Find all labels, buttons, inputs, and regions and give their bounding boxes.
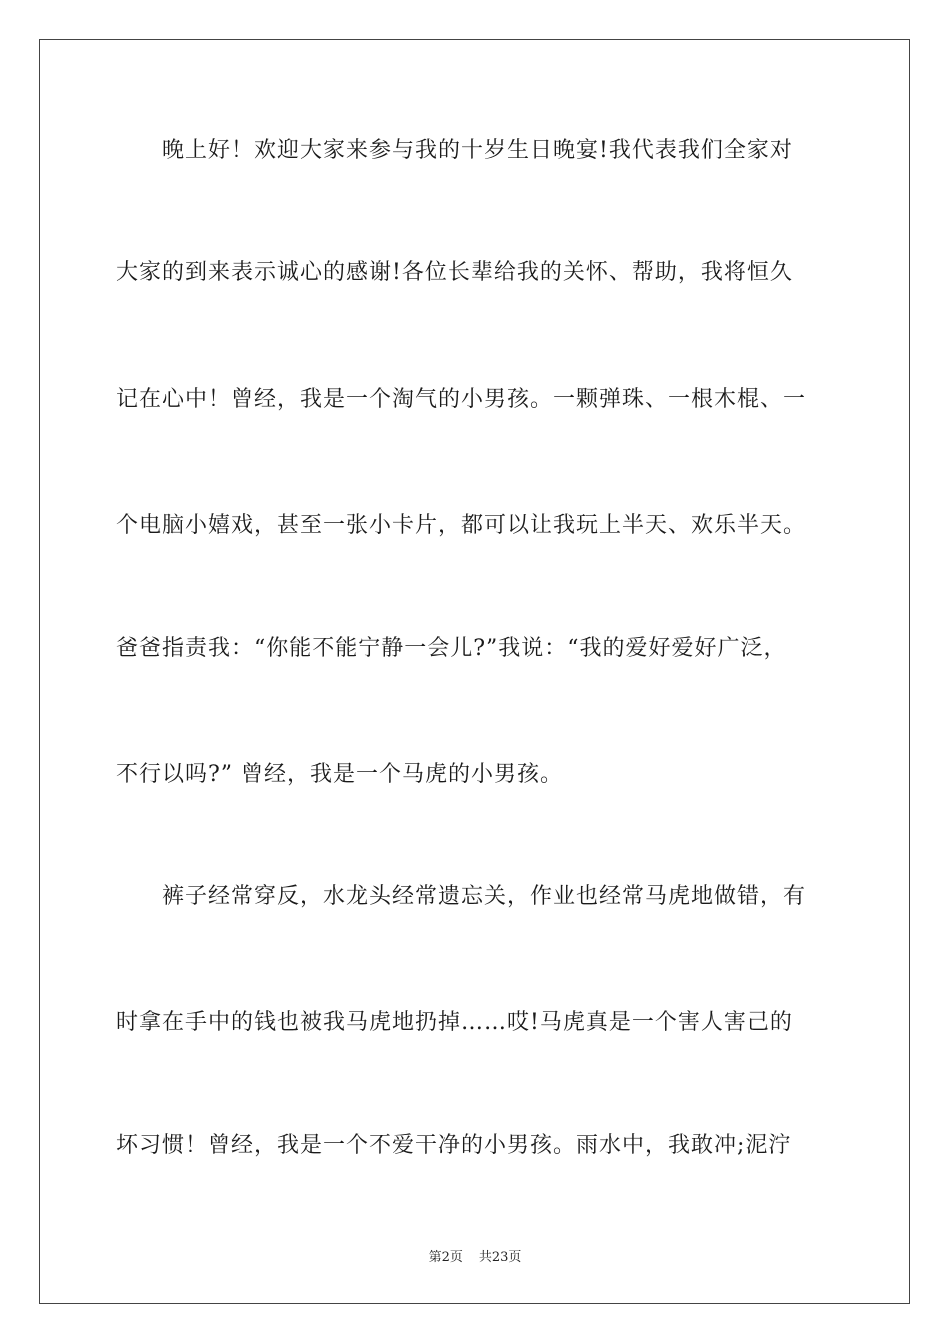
- page-border: [39, 39, 910, 1304]
- page-number-current: 第2页: [428, 1250, 463, 1265]
- text-line: 记在心中！曾经，我是一个淘气的小男孩。一颗弹珠、一根木棍、一: [116, 387, 807, 412]
- text-line: 坏习惯！曾经，我是一个不爱干净的小男孩。雨水中，我敢冲;泥泞: [116, 1133, 792, 1158]
- text-line: 爸爸指责我：“你能不能宁静一会儿?”我说：“我的爱好爱好广泛，: [116, 636, 787, 661]
- text-line: 个电脑小嬉戏，甚至一张小卡片，都可以让我玩上半天、欢乐半天。: [116, 513, 807, 538]
- page-number-total: 共23页: [478, 1250, 522, 1265]
- text-line: 晚上好！欢迎大家来参与我的十岁生日晚宴!我代表我们全家对: [116, 138, 793, 163]
- text-line: 时拿在手中的钱也被我马虎地扔掉……哎!马虎真是一个害人害己的: [116, 1010, 793, 1035]
- page-footer: [0, 1246, 950, 1265]
- text-line: 不行以吗?” 曾经，我是一个马虎的小男孩。: [116, 762, 564, 787]
- text-line: 裤子经常穿反，水龙头经常遗忘关，作业也经常马虎地做错，有: [116, 884, 807, 909]
- text-line: 大家的到来表示诚心的感谢!各位长辈给我的关怀、帮助，我将恒久: [116, 260, 793, 285]
